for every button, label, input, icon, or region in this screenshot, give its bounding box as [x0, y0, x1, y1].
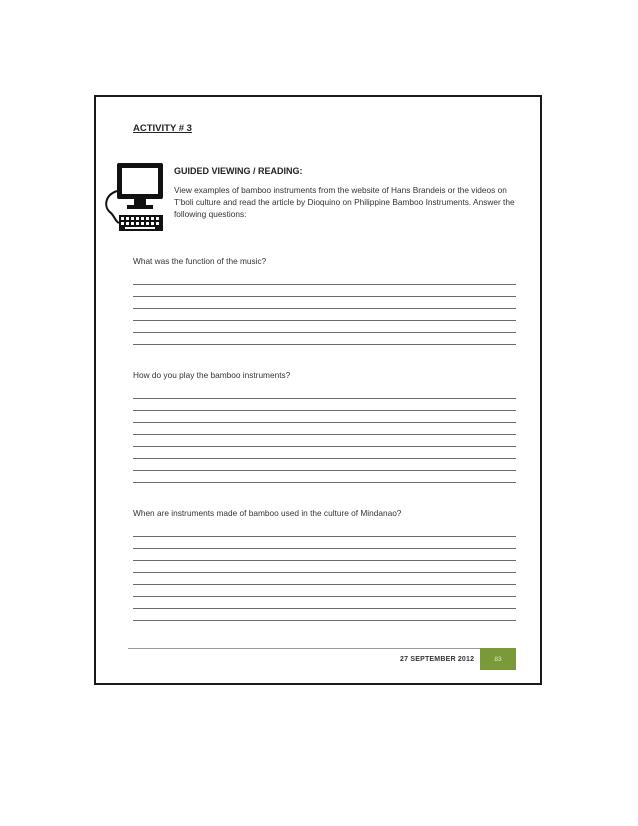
answer-line[interactable]: [133, 585, 516, 597]
answer-line[interactable]: [133, 285, 516, 297]
answer-line[interactable]: [133, 297, 516, 309]
answer-lines-2[interactable]: [133, 387, 516, 483]
answer-line[interactable]: [133, 537, 516, 549]
answer-line[interactable]: [133, 309, 516, 321]
answer-line[interactable]: [133, 471, 516, 483]
answer-line[interactable]: [133, 609, 516, 621]
answer-line[interactable]: [133, 561, 516, 573]
answer-line[interactable]: [133, 399, 516, 411]
answer-line[interactable]: [133, 573, 516, 585]
question-2: How do you play the bamboo instruments?: [133, 370, 291, 380]
answer-line[interactable]: [133, 411, 516, 423]
answer-line[interactable]: [133, 333, 516, 345]
guided-heading: GUIDED VIEWING / READING:: [174, 166, 303, 176]
activity-title: ACTIVITY # 3: [133, 123, 192, 134]
guided-instructions: View examples of bamboo instruments from the website of Hans Brandeis or the videos on T'boli culture and read the article by Dioquino on Philippine Bamboo Instruments. Answer the following questions:: [174, 185, 515, 219]
answer-line[interactable]: [133, 525, 516, 537]
footer-date: 27 SEPTEMBER 2012: [400, 656, 475, 663]
answer-line[interactable]: [133, 447, 516, 459]
answer-line[interactable]: [133, 435, 516, 447]
footer-divider: [128, 648, 516, 649]
answer-lines-3[interactable]: [133, 525, 516, 621]
question-3: When are instruments made of bamboo used in the culture of Mindanao?: [133, 508, 402, 518]
answer-line[interactable]: [133, 423, 516, 435]
answer-line[interactable]: [133, 549, 516, 561]
question-1: What was the function of the music?: [133, 256, 267, 266]
answer-lines-1[interactable]: [133, 273, 516, 345]
answer-line[interactable]: [133, 387, 516, 399]
answer-line[interactable]: [133, 597, 516, 609]
page-number: 83: [480, 648, 516, 670]
answer-line[interactable]: [133, 321, 516, 333]
computer-icon: [103, 161, 165, 233]
answer-line[interactable]: [133, 273, 516, 285]
answer-line[interactable]: [133, 459, 516, 471]
